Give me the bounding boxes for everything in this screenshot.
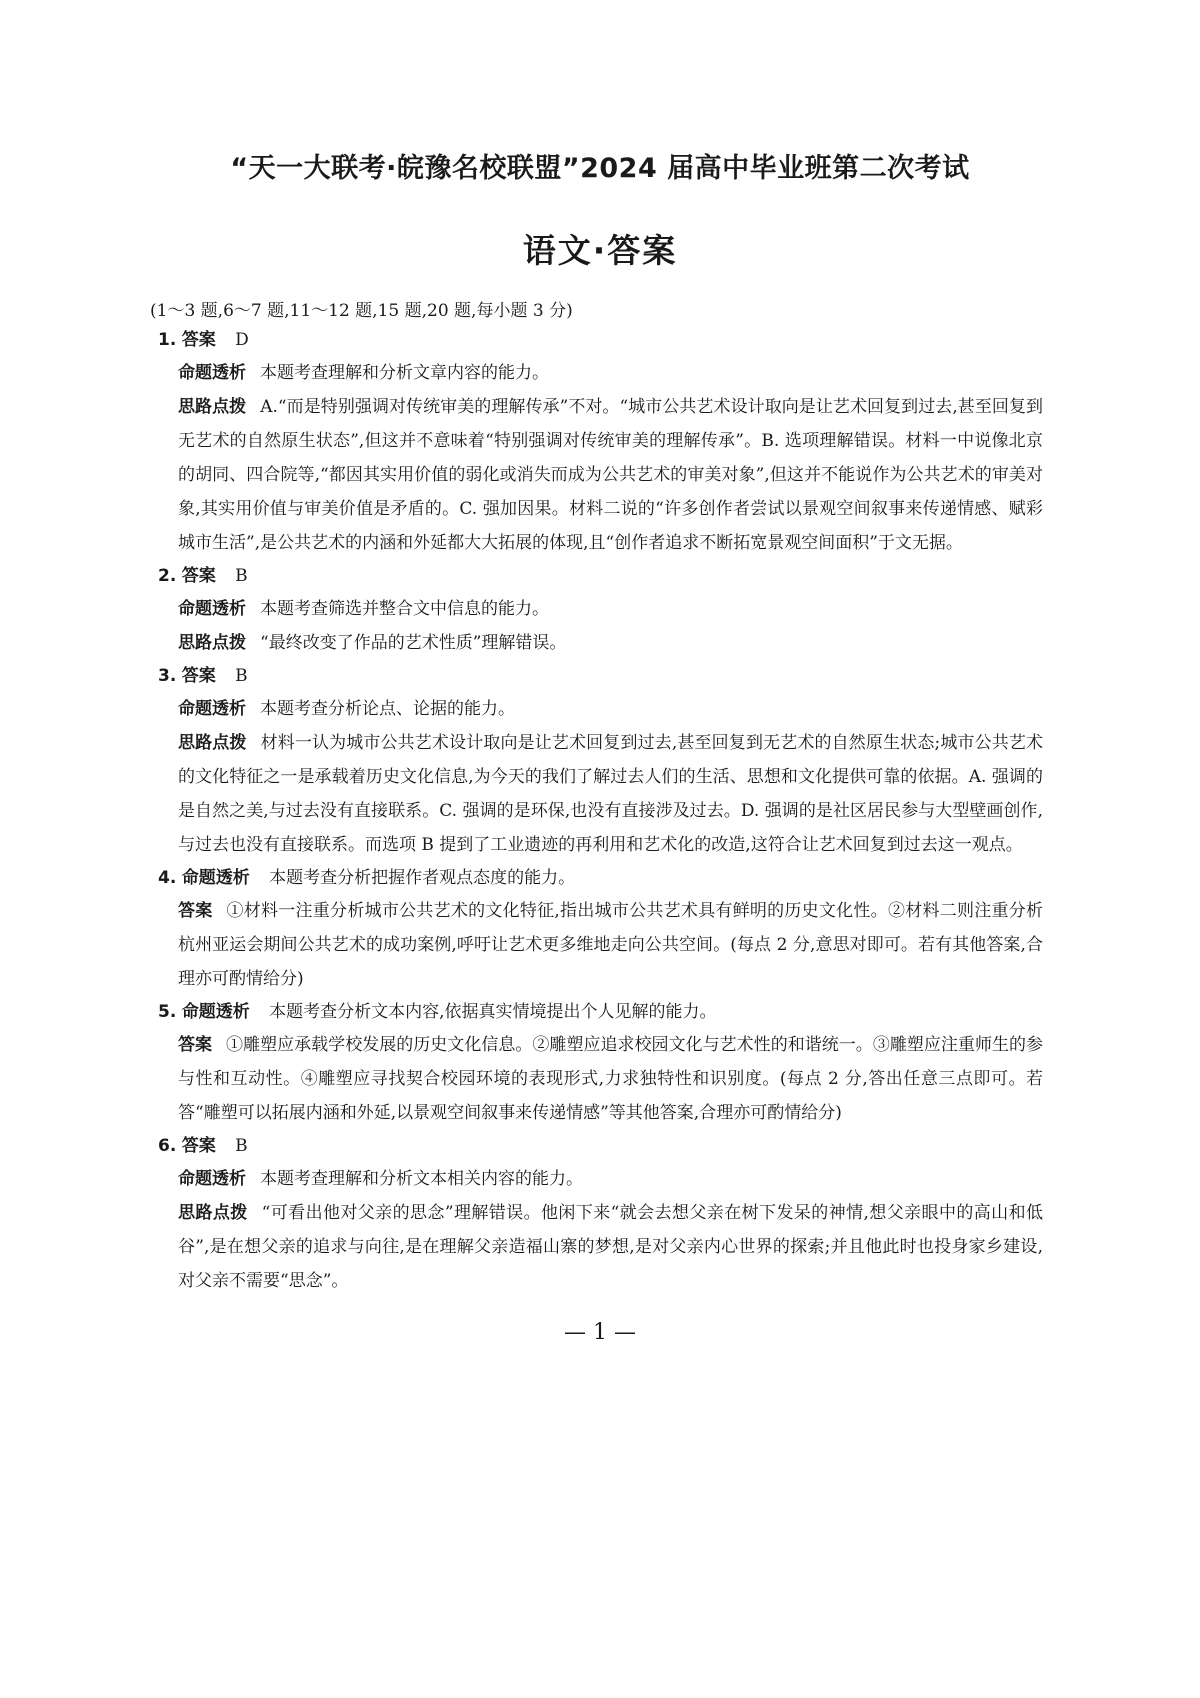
analysis-label: 命题透析 [181,868,250,888]
hint-label: 思路点拨 [178,397,247,417]
analysis-text: 本题考查理解和分析文本相关内容的能力。 [260,1169,583,1189]
analysis-label: 命题透析 [178,363,246,383]
answer-text: ①材料一注重分析城市公共艺术的文化特征,指出城市公共艺术具有鲜明的历史文化性。②材料二则注重分析杭州亚运会期间公共艺术的成功案例,呼吁让艺术更多维地走向公共空间。(每点 2 分,意思对即可。若有其他答案,合理亦可酌情给分) [178,901,1043,989]
analysis-text: 本题考查理解和分析文章内容的能力。 [260,363,549,383]
page-number: — 1 — [564,1320,636,1345]
question-number: 2. [158,566,177,586]
analysis-text: 本题考查分析把握作者观点态度的能力。 [269,868,576,888]
answer-label: 答案 [181,666,216,686]
question-number: 3. [158,666,177,686]
question-4 [158,862,1043,996]
analysis-label: 命题透析 [181,1002,250,1022]
answer-choice: B [235,666,248,686]
question-1 [158,324,1043,560]
hint-text: 材料一认为城市公共艺术设计取向是让艺术回复到过去,甚至回复到无艺术的自然原生状态;城市公共艺术的文化特征之一是承载着历史文化信息,为今天的我们了解过去人们的生活、思想和文化提供可靠的依据。A. 强调的是自然之美,与过去没有直接联系。C. 强调的是环保,也没有直接涉及过去。D. 强调的是社区居民参与大型壁画创作,与过去也没有直接联系。而选项 B 提到了工业遗迹的再利用和艺术化的改造,这符合让艺术回复到过去这一观点。 [178,733,1044,855]
analysis-label: 命题透析 [178,599,246,619]
hint-label: 思路点拨 [178,733,247,753]
question-number: 6. [158,1136,177,1156]
exam-title: “天一大联考·皖豫名校联盟”2024 届高中毕业班第二次考试 [230,153,970,184]
question-2 [158,560,1043,660]
answer-label: 答案 [181,330,216,350]
hint-label: 思路点拨 [178,1203,248,1223]
hint-text: “可看出他对父亲的思念”理解错误。他闲下来“就会去想父亲在树下发呆的神情,想父亲眼中的高山和低谷”,是在想父亲的追求与向往,是在理解父亲造福山寨的梦想,是对父亲内心世界的探索;并且他此时也投身家乡建设,对父亲不需要“思念”。 [178,1203,1044,1291]
question-3 [158,660,1043,862]
hint-text: “最终改变了作品的艺术性质”理解错误。 [260,633,567,653]
question-number: 4. [158,868,177,888]
subject-title: 语文·答案 [522,231,678,270]
scoring-note: (1～3 题,6～7 题,11～12 题,15 题,20 题,每小题 3 分) [150,301,573,321]
hint-text: A.“而是特别强调对传统审美的理解传承”不对。“城市公共艺术设计取向是让艺术回复到过去,甚至回复到无艺术的自然原生状态”,但这并不意味着“特别强调对传统审美的理解传承”。B. 选项理解错误。材料一中说像北京的胡同、四合院等,“都因其实用价值的弱化或消失而成为公共艺术的审美对象”,但这并不能说作为公共艺术的审美对象,其实用价值与审美价值是矛盾的。C. 强加因果。材料二说的“许多创作者尝试以景观空间叙事来传递情感、赋彩城市生活”,是公共艺术的内涵和外延都大大拓展的体现,且“创作者追求不断拓宽景观空间面积”于文无据。 [178,397,1044,553]
question-number: 1. [158,330,177,350]
answer-label: 答案 [181,1136,216,1156]
hint-label: 思路点拨 [178,633,246,653]
answer-list [158,324,1043,1298]
answer-choice: B [235,1136,248,1156]
analysis-label: 命题透析 [178,1169,246,1189]
question-6 [158,1130,1043,1298]
answer-label: 答案 [178,901,213,921]
analysis-text: 本题考查筛选并整合文中信息的能力。 [260,599,549,619]
answer-choice: D [235,330,249,350]
answer-label: 答案 [178,1035,213,1055]
question-5 [158,996,1043,1130]
analysis-text: 本题考查分析论点、论据的能力。 [260,699,515,719]
analysis-text: 本题考查分析文本内容,依据真实情境提出个人见解的能力。 [269,1002,717,1022]
answer-text: ①雕塑应承载学校发展的历史文化信息。②雕塑应追求校园文化与艺术性的和谐统一。③雕塑应注重师生的参与性和互动性。④雕塑应寻找契合校园环境的表现形式,力求独特性和识别度。(每点 2 分,答出任意三点即可。若答“雕塑可以拓展内涵和外延,以景观空间叙事来传递情感”等其他答案,合理亦可酌情给分) [178,1035,1044,1123]
question-number: 5. [158,1002,177,1022]
analysis-label: 命题透析 [178,699,246,719]
answer-label: 答案 [181,566,216,586]
answer-choice: B [235,566,248,586]
